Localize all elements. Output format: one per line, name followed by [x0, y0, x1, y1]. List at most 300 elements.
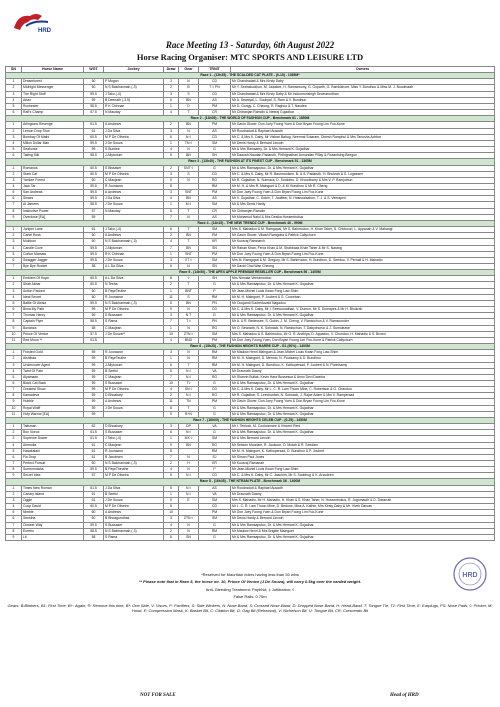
weight: 60 [84, 516, 104, 522]
jockey: J Taku (-4) [104, 227, 164, 233]
jockey: S Bussaser [104, 522, 164, 528]
gear: SNT [179, 190, 199, 196]
col-jockey: Jockey [104, 67, 164, 73]
col-horse-name: Horse Name [22, 67, 84, 73]
jockey: S Rama [104, 319, 164, 325]
runner-sn: 1 [6, 276, 22, 282]
trainer: AS [199, 214, 231, 220]
trainer: P [199, 288, 231, 294]
owners: Mr Gavin Glover, Don Joey Foong Yuen & Don Bryan Foong Lim Foo-Kune [231, 399, 495, 405]
draw: 4 [164, 196, 179, 202]
weight: 59.5 [84, 196, 104, 202]
runner-sn: 6 [6, 110, 22, 116]
horse-name: Rafi's Champ [22, 110, 84, 116]
runner-sn: 4 [6, 140, 22, 146]
runner-sn: 8 [6, 528, 22, 534]
horse-name: Taking Silk [22, 153, 84, 159]
weight: 58 [84, 264, 104, 270]
draw: 9 [164, 497, 179, 503]
draw: 9 [164, 411, 179, 417]
jockey: P Mugon [104, 79, 164, 85]
gear: BND [179, 337, 199, 343]
not-for-sale-label: NOT FOR SALE [140, 693, 176, 698]
owners: Mr & Mrs Ramsaputuc, Dr. & Mrs Hemant K. Gujadhar [231, 165, 495, 171]
runner-row [6, 534, 495, 540]
runner-sn: 5 [6, 374, 22, 380]
runner-sn: 8 [6, 208, 22, 214]
weight: 60 [84, 177, 104, 183]
draw: 2 [164, 282, 179, 288]
owners: Mr M. H. Mainguet, K. Kathopersad, D. Bundhoo & P. Joubert [231, 448, 495, 454]
jockey: N S Baichanmah (-3) [104, 300, 164, 306]
weight: 57 [84, 208, 104, 214]
jockey: J Allytonum [104, 245, 164, 251]
weight: 61.5 [84, 436, 104, 442]
gear: BN [179, 196, 199, 202]
horse-name: Frosted Gold [22, 350, 84, 356]
jockey: J De Souza [104, 405, 164, 411]
owners: Mr Don Joey Foong Yuen, Don Bryan Foong Lim Foo-Kune & Patrick Callychurn [231, 337, 495, 343]
jockey: B PayeTeuthe [104, 356, 164, 362]
runner-sn: 3 [6, 177, 22, 183]
weight: 60 [84, 294, 104, 300]
owners: Mrs Nirmala Veeramootoo [231, 276, 495, 282]
owners: Mr C. & Mrs K. Daby, Mr I. Seewoorathan, V. Dumun, Mr S. Doorayes & Mr H. Bhukrah [231, 307, 495, 313]
runner-sn: 9 [6, 473, 22, 479]
horse-name: Surrenmdaha [22, 467, 84, 473]
runner-sn: 9 [6, 214, 22, 220]
runner-sn: 3 [6, 497, 22, 503]
horse-name: Supreme Dower [22, 436, 84, 442]
horse-name: Prince Of Venice [22, 331, 84, 337]
jockey: A Andrews [104, 190, 164, 196]
horse-name: Corton Marsaw [22, 251, 84, 257]
weight: 60 [84, 510, 104, 516]
weight: 60 [84, 85, 104, 91]
gear: BN [179, 300, 199, 306]
weight: 61.5 [84, 485, 104, 491]
gear: T ◊ [179, 319, 199, 325]
draw: 8 [164, 448, 179, 454]
owners: Mr & Mrs Ramsaputuc, Dr. & Mrs Hemant K. Gujadhar [231, 411, 495, 417]
jockey: D Bhoakary [104, 424, 164, 430]
runner-sn: 6 [6, 153, 22, 159]
jockey: S Bussaser [104, 380, 164, 386]
trainer: SM [199, 331, 231, 337]
jockey: B Jacobsen [104, 454, 164, 460]
gear: T◊ [179, 380, 199, 386]
trainer: CD [199, 504, 231, 510]
runner-sn: 7 [6, 264, 22, 270]
jockey: R K Chinnan [104, 251, 164, 257]
horse-name: Alyamaan [22, 374, 84, 380]
horse-name: Sinaxs [22, 196, 84, 202]
owners: Mr Chandradatt & Mrs Kirsty Daby [231, 79, 495, 85]
draw: 5 [164, 368, 179, 374]
runner-sn: 4 [6, 97, 22, 103]
hrd-seal [452, 556, 488, 592]
owners: Mr & Mrs Ramsaputuc, Dr. & Mrs Hemant K. Gujadhar [231, 534, 495, 540]
trainer: SM [199, 436, 231, 442]
horse-name: Bonanza [22, 325, 84, 331]
draw: 3 [164, 257, 179, 263]
trainer: RM [199, 350, 231, 356]
trainer: CD [199, 387, 231, 393]
trainer: AS [199, 485, 231, 491]
trainer: CD [199, 91, 231, 97]
trainer: KR [199, 461, 231, 467]
race-card-table [5, 66, 495, 541]
gear: T [179, 239, 199, 245]
draw: 6 [164, 134, 179, 140]
weight: 61.5 [84, 122, 104, 128]
weight: 57 [84, 473, 104, 479]
owners: Mr Jean-Michel Louis Kwan Fong Law-Shim [231, 288, 495, 294]
owners: Mr Dravnath Daany [231, 491, 495, 497]
trainer: SM [199, 202, 231, 208]
owners: Mr Roodradutt & Raphael Ausadh [231, 485, 495, 491]
gear: N [179, 356, 199, 362]
race-title: Race 2 - (13h05) - THE WORLD OF FASHION CUP - Benchmark 61 - 1850M [6, 116, 495, 122]
draw: 4 [164, 239, 179, 245]
draw: 3 [164, 79, 179, 85]
trainer: PM [199, 103, 231, 109]
gear: BN [179, 122, 199, 128]
horse-name: Hubble [22, 399, 84, 405]
owners: Mrs S. Mahadoo & M. Ramgopal, Mr S. Bahirrudoo, H. Khan Taher, S. Chidocorl, L. Appanah & V. Mahangi [231, 227, 495, 233]
false-rails-note: False Rails: 0.75m [233, 594, 267, 599]
jockey: A Andrews [104, 233, 164, 239]
jockey: N Mauday [104, 208, 164, 214]
draw: 4 [164, 387, 179, 393]
owners: Mr Chandradatt & Mrs Kirsty Daby & Mr Indoomunsingh Sewnarunthan [231, 91, 495, 97]
runner-sn: 3 [6, 134, 22, 140]
gear: ZTN ◊ [179, 331, 199, 337]
weight: 59.5 [84, 140, 104, 146]
trainer: RM [199, 528, 231, 534]
treatment-note: Anti- Bleeding Treatment: PaybNd; ‡ Jufiltration: ◊ [205, 587, 295, 592]
jockey: C Maujean [104, 442, 164, 448]
jockey: N Teeha [104, 282, 164, 288]
jockey: J De Souza [104, 202, 164, 208]
horse-name: Lit [22, 534, 84, 540]
jockey: B Bhoagurothas [104, 516, 164, 522]
jockey: J De Souza [104, 140, 164, 146]
weight: 59 [84, 374, 104, 380]
runner-sn: 6 [6, 516, 22, 522]
trainer: G [199, 430, 231, 436]
weight: 61.5 [84, 337, 104, 343]
jockey: J Taku (-4) [104, 436, 164, 442]
owners: Mr Chitranjan Ramdin [231, 208, 495, 214]
gear: N [179, 522, 199, 528]
owners: Mr Sharvin Bullak, Kevin Hara Bussessa & Anno Devi Dwarka [231, 374, 495, 380]
horse-logo-icon [8, 8, 60, 34]
weight: 58.5 [84, 202, 104, 208]
runner-sn: 3 [6, 362, 22, 368]
draw: 9 [164, 442, 179, 448]
weight: 59 [84, 387, 104, 393]
runner-sn: 11 [6, 337, 22, 343]
jockey: C Maujean [104, 177, 164, 183]
runner-sn: 7 [6, 202, 22, 208]
owners: Mr R. Gujadhar, S. Leechuntan, N. Sohnack, J. Rajoe Adam & Mrs V. Rampersad [231, 393, 495, 399]
gear: D [179, 103, 199, 109]
owners: Mr Kuusraj Ramanah [231, 461, 495, 467]
col-sn: SN [6, 67, 22, 73]
jockey: M P De Oliveira [104, 171, 164, 177]
trainer: VA [199, 368, 231, 374]
runner-sn: 7 [6, 461, 22, 467]
gear: N [179, 214, 199, 220]
col-trnit: TRNIT [199, 67, 231, 73]
horse-name: Dreamforest [22, 79, 84, 85]
gear: SN ◊ [179, 387, 199, 393]
trainer: RM [199, 294, 231, 300]
gear: N [179, 467, 199, 473]
runner-sn: 2 [6, 85, 22, 91]
jockey: M P De Oliveira [104, 473, 164, 479]
trainer: T ◊ PN [199, 85, 231, 91]
gear: ZTN ◊ [179, 516, 199, 522]
horse-name: Overdose [EA] [22, 214, 84, 220]
weight: 57.5 [84, 110, 104, 116]
weight: 60 [84, 79, 104, 85]
horse-name: Candle Cove [22, 245, 84, 251]
jockey: C Maujean [104, 325, 164, 331]
horse-name: Nimble [22, 510, 84, 516]
jockey: J Allytonum [104, 153, 164, 159]
horse-name: Greatest Show [22, 387, 84, 393]
horse-name: Muldoon [22, 239, 84, 245]
weight: 58.5 [84, 103, 104, 109]
gear: N [179, 454, 199, 460]
weight: 59 [84, 362, 104, 368]
horse-name: Yankee Forest [22, 177, 84, 183]
draw: 2 [164, 165, 179, 171]
gear: S [179, 91, 199, 97]
draw: 11 [164, 294, 179, 300]
weight: 58.5 [84, 319, 104, 325]
trainer: SM [199, 257, 231, 263]
runner-sn: 1 [6, 122, 22, 128]
trainer: G [199, 411, 231, 417]
weight: 59.5 [84, 251, 104, 257]
horse-name: Stark Cat [22, 171, 84, 177]
draw: 1 [164, 202, 179, 208]
draw: 2 [164, 85, 179, 91]
horse-name: Ideal Secret [22, 294, 84, 300]
owners: Mr M. H. Mainguet, D. Mervoo, N. Poutsamy & D. Bundhoo [231, 356, 495, 362]
draw: 3 [164, 516, 179, 522]
horse-name: Lemon Drop Shot [22, 128, 84, 134]
gear: N [179, 79, 199, 85]
runner-sn: 5 [6, 147, 22, 153]
runner-sn: 7 [6, 522, 22, 528]
draw: 3 [164, 171, 179, 177]
runner-sn: 10 [6, 405, 22, 411]
draw: 5 [164, 153, 179, 159]
weight: 59 [84, 399, 104, 405]
gear: B [179, 85, 199, 91]
draw: 7 [164, 374, 179, 380]
draw: 6 [164, 362, 179, 368]
runner-sn: 3 [6, 436, 22, 442]
gear: N [179, 147, 199, 153]
weight: 59 [84, 405, 104, 411]
draw: 3 [164, 91, 179, 97]
jockey: S Bussaser [104, 313, 164, 319]
trainer: SM [199, 497, 231, 503]
gear: M ◊ [179, 202, 199, 208]
draw: 6 [164, 97, 179, 103]
horse-name: Bon Voeux [22, 430, 84, 436]
trainer: SN [199, 153, 231, 159]
horse-name: Hasakalani [22, 448, 84, 454]
draw: 2 [164, 393, 179, 399]
gear: SNT [179, 251, 199, 257]
horse-name: Holy Warrior [EA] [22, 411, 84, 417]
draw: 7 [164, 454, 179, 460]
race-title: Race 3 - (13h40) - THE FASHION AT ITS FINEST CUP - Benchmark 51 - 1365M [6, 159, 495, 165]
gear: N ◊ [179, 430, 199, 436]
horse-name: Bye Bye Rocket [22, 264, 84, 270]
horse-name: Ammolla [22, 442, 84, 448]
runner-sn: 4 [6, 183, 22, 189]
trainer: G [199, 147, 231, 153]
runner-sn: 5 [6, 300, 22, 306]
trainer: P [199, 467, 231, 473]
col-owners: Owners [231, 67, 495, 73]
horse-name: Arlingtons Revenge [22, 122, 84, 128]
horse-name: Times New Roman [22, 485, 84, 491]
jockey: J De Souza** [104, 331, 164, 337]
trainer: PM [199, 399, 231, 405]
weight: 60 [84, 461, 104, 467]
weight: 59 [84, 313, 104, 319]
jockey: N Mauday [104, 110, 164, 116]
weight-note: ** Please note that in Race 5, the horse no. 10, Prince Of Venice (J De Souza), will carry 0.5kg over the carded weight. [138, 579, 362, 584]
gear: E [179, 497, 199, 503]
jockey: S Bussaser [104, 430, 164, 436]
owners: Mr C. & Mrs K. Daby, Mr R. Baumoodsen, B. & S. Padaruth, H. Bhukrah & S. Logassen [231, 171, 495, 177]
draw: 5 [164, 473, 179, 479]
trainer: SN [199, 264, 231, 270]
trainer: G [199, 165, 231, 171]
weight: 59 [84, 393, 104, 399]
horse-name: Oggle [22, 497, 84, 503]
draw: 8 [164, 504, 179, 510]
jockey: N S Baichanmah (-3) [104, 85, 164, 91]
horse-name: Undercover Agent [22, 362, 84, 368]
owners: Mr Chitranjan Ramdin & Neeraj Gujadhar [231, 110, 495, 116]
owners: Mr C. & Mrs K. Daby, Mr Vishan Bahug, Neermal Sotaram, Dinesh Ramphul & Mrs Tanusha Achbar [231, 134, 495, 140]
weight: 59 [84, 97, 104, 103]
draw: 2 [164, 461, 179, 467]
horse-name: Shah Akbar [22, 282, 84, 288]
runner-sn: 2 [6, 171, 22, 177]
owners: Mr C. & Mrs K. Daby, Mr L. C. R. Lam Thuon Mine, C. Robertson & G. Chandoo [231, 387, 495, 393]
trainer: VA [199, 491, 231, 497]
runner-sn: 2 [6, 491, 22, 497]
horse-name: Bombay Of Mathi [22, 134, 84, 140]
runner-sn: 3 [6, 288, 22, 294]
owners: Mr M. H. Mainguet, D. Bundhoo, K. Kathopersad, P. Joubert & N. Poonisamy [231, 362, 495, 368]
col-weight: WGT [84, 67, 104, 73]
weight: 62 [84, 424, 104, 430]
owners: Mr L. C. R. Lam Thuon Mine, D. Bedone, Miss A. Kathtn, Mrs Kirsty Daby & Mr. Vivek Daruas [231, 504, 495, 510]
owners: Mr & Mrs Ramsaputuc, Dr. & Mrs Hemant K. Gujadhar [231, 522, 495, 528]
horse-name: Secret Idea [22, 473, 84, 479]
owners: Mr Denis Hardy & Bernard Lincoln [231, 140, 495, 146]
horse-name: Perfect Pursuit [22, 461, 84, 467]
draw: 1 [164, 288, 179, 294]
trainer: RM [199, 356, 231, 362]
owners: Mr Maulow Henri & Mrs Brigitte Mainguet [231, 528, 495, 534]
weight: 60 [84, 288, 104, 294]
runner-sn: 1 [6, 424, 22, 430]
trainer: PM [199, 190, 231, 196]
jockey: J De Souza [104, 497, 164, 503]
runner-sn: 9 [6, 534, 22, 540]
weight: 59.5 [84, 245, 104, 251]
draw: 5 [164, 300, 179, 306]
meeting-title: Race Meeting 13 - Saturday, 6th August 2022 [165, 40, 335, 50]
horse-name: Eurebo [22, 528, 84, 534]
gear: T [179, 282, 199, 288]
horse-name: Alshibaa [22, 356, 84, 362]
jockey: N S Baichanmah (-3) [104, 239, 164, 245]
draw: 5 [164, 264, 179, 270]
weight: 59 [84, 368, 104, 374]
horse-name: Black Cat Back [22, 380, 84, 386]
draw: 1 [164, 251, 179, 257]
trainer: RM [199, 362, 231, 368]
owners: Mr R. Gujadhar, N. Subnack, D. Sookdeo, D. Khoodbarry & Mrs V. P. Ramjuthun [231, 177, 495, 183]
organiser-logo [8, 8, 60, 34]
reserved-note: *Reserved for Mauritian riders having less than 50 wins [201, 572, 299, 577]
horse-name: Fin Drop [22, 454, 84, 460]
runner-sn: 4 [6, 442, 22, 448]
weight: 59 [84, 356, 104, 362]
jockey: R K Chinnan [104, 103, 164, 109]
gears-legend: Gears: B:Blinkers, B1: First Time, B+: Again, ®: Remove this time, B*: One Side, V: Visors, P: Pacifiers, S: Side Winkers, N: Nose Band, X: Crossed Nose-Band, D: Dropped Nose-Band, H: Head-Band, T: Tongue Tie, T1: First Time, E: Earplugs, PS: Nose Pads, ◊: Pricker, M: Hood, E: Compression Mask, K: Basket Bit, C: Citation Bit, G: Gag Bit (Reheaval), V: Nichelson Bit, U: Tongue Bit, CR: Crescendo Bit [7, 603, 493, 613]
gear: N ◊ [179, 491, 199, 497]
weight: 60.5 [84, 276, 104, 282]
owners: Mr Don Joey Foong Yuen & Don Bryan Foong Lim Foo-Kune [231, 251, 495, 257]
owners: Mrs S. Mahadoo & S. Bahirrudoo, Mr O. R. Andhiya, D. Appadoo, V. Chundoo, H. Mahadio & S. Brown [231, 331, 495, 337]
owners: Mr David Chai Wan Cheong [231, 264, 495, 270]
runner-sn: 2 [6, 356, 22, 362]
jockey: R Joorawon [104, 183, 164, 189]
owners: Mr O. Sewnath, N. K. Sohnack, N. Ramlochun, T. Dabychurun & J. Sumoleave [231, 325, 495, 331]
race-title: Race 4 - (14h15) - THE NEW TRENDZ CUP - Benchmark 46 - 990M [6, 220, 495, 226]
gear: N [179, 128, 199, 134]
jockey: M P De Oliveira [104, 387, 164, 393]
trainer: PM [199, 122, 231, 128]
owners: Mr Jean-Michel Louis Kwan Fong Law-Shim [231, 467, 495, 473]
runner-sn: 2 [6, 282, 22, 288]
gear: N [179, 264, 199, 270]
gear: BN [179, 153, 199, 159]
horse-name: Juniper Lane [22, 227, 84, 233]
runner-sn: 3 [6, 239, 22, 245]
owners: Mr Mohamud Nalul & Mrs Desika Hossenbukus [231, 214, 495, 220]
runner-sn: 1 [6, 165, 22, 171]
head-of-hrd-label: Head of HRD [390, 693, 419, 698]
trainer: KR [199, 239, 231, 245]
weight: 60.5 [84, 504, 104, 510]
